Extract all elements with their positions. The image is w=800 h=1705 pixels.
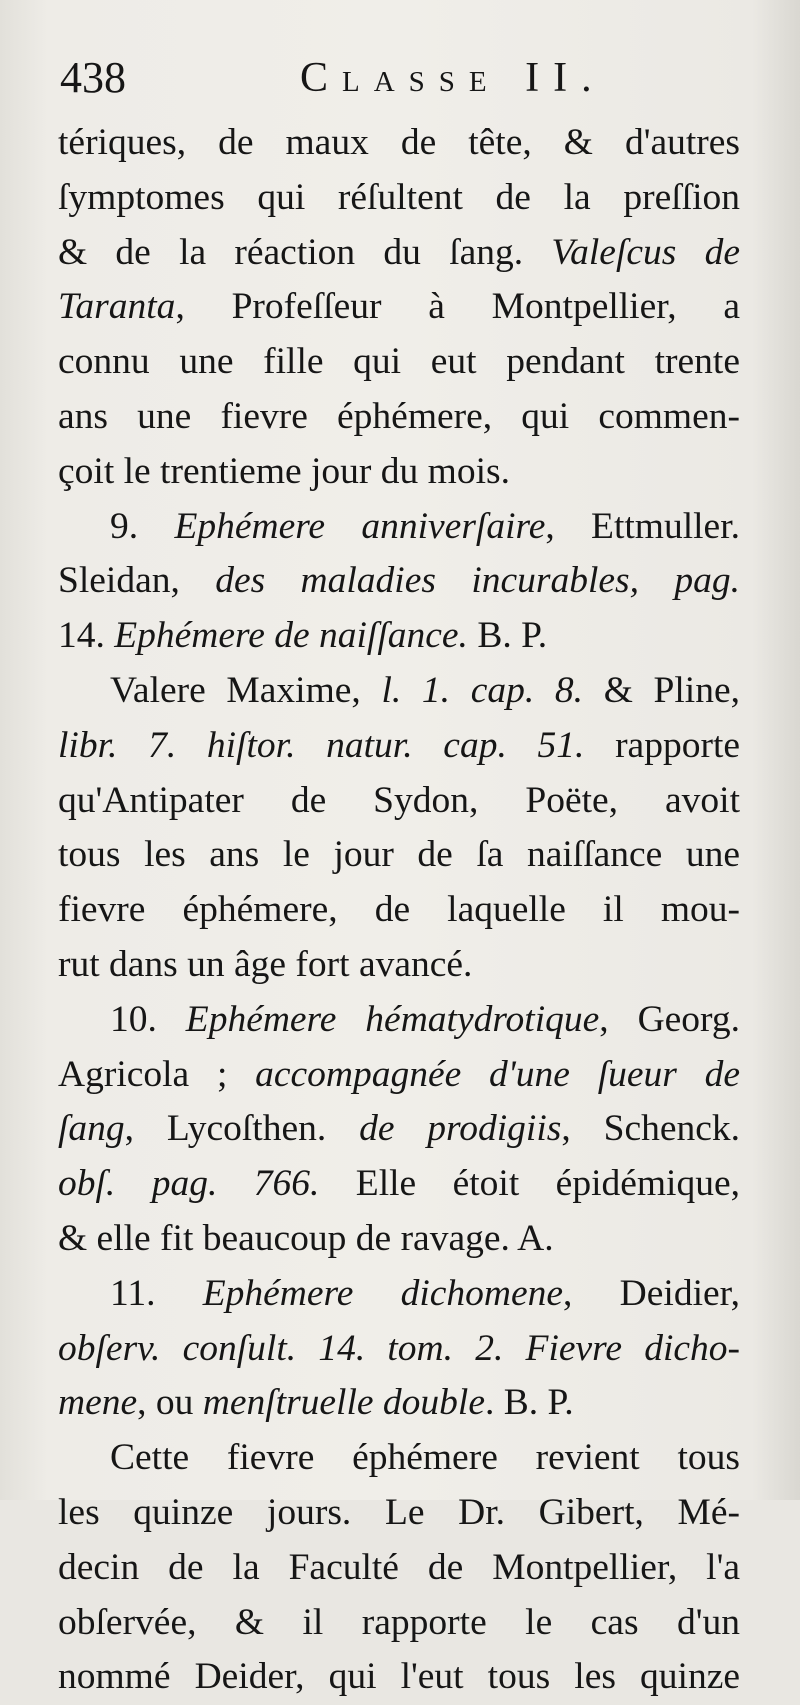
text-run: obſervée, & il rapporte le cas d'un — [58, 1601, 740, 1643]
text-run: ans une fievre éphémere, qui commen- — [58, 395, 740, 437]
text-run: , Schenck. — [561, 1108, 741, 1150]
text-run: & de la réaction du ſang. — [58, 231, 552, 273]
text-run: , Ettmuller. — [545, 505, 740, 547]
text-run: les quinze jours. Le Dr. Gibert, Mé- — [58, 1491, 740, 1533]
text-run: tériques, de maux de tête, & d'autres — [58, 122, 740, 163]
text-line — [58, 445, 740, 500]
text-run: B. P. — [467, 615, 548, 657]
italic-text: des maladies incurables, pag. — [215, 560, 740, 602]
text-run: 14. — [58, 615, 115, 657]
text-run: connu une fille qui eut pendant trente — [58, 341, 740, 383]
italic-text: mene — [58, 1382, 138, 1424]
text-run: , Georg. — [599, 998, 740, 1040]
body-text — [58, 116, 740, 1705]
text-line — [58, 500, 740, 555]
text-run: Valere Maxime, — [110, 669, 382, 711]
text-run: Sleidan, — [58, 560, 216, 602]
text-line — [58, 1267, 740, 1322]
italic-text: Ephémere hématydrotique — [185, 998, 600, 1040]
text-run: çoit le trentieme jour du mois. — [58, 450, 510, 492]
italic-text: Taranta — [58, 286, 176, 328]
text-run: . B. P. — [484, 1382, 574, 1424]
italic-text: Valeſcus de — [551, 231, 740, 273]
text-line — [58, 883, 740, 938]
text-run: tous les ans le jour de ſa naiſſance une — [58, 834, 740, 876]
italic-text: ſang — [58, 1108, 125, 1150]
italic-text: Ephémere de naiſſance. — [114, 615, 468, 657]
text-run: qu'Antipater de Sydon, Poëte, avoit — [58, 779, 740, 821]
text-line — [58, 719, 740, 774]
text-line — [58, 609, 740, 664]
text-run: rapporte — [584, 724, 741, 766]
text-run: , Lycoſthen. — [124, 1108, 360, 1150]
italic-text: Ephémere anniverſaire — [174, 505, 546, 547]
text-line — [58, 554, 740, 609]
text-run: fievre éphémere, de laquelle il mou- — [58, 889, 740, 931]
text-line — [58, 226, 740, 281]
text-line — [58, 171, 740, 226]
text-run: 9. — [110, 505, 175, 547]
text-line — [58, 664, 740, 719]
italic-text: libr. 7. hiſtor. natur. cap. 51. — [58, 724, 585, 766]
page-number: 438 — [60, 53, 126, 102]
text-run: , Profeſſeur à Montpellier, a — [175, 286, 740, 328]
text-line — [58, 993, 740, 1048]
text-run: ſymptomes qui réſultent de la preſſion — [58, 176, 740, 218]
italic-text: accompagnée d'une ſueur de — [255, 1053, 740, 1095]
italic-text: obſerv. conſult. 14. tom. 2. Fievre dicho- — [58, 1327, 740, 1369]
text-line — [58, 1322, 740, 1377]
text-line — [58, 1212, 740, 1267]
text-run: Agricola ; — [58, 1053, 256, 1095]
italic-text: l. 1. cap. 8. — [381, 669, 584, 711]
text-line — [58, 1048, 740, 1103]
text-run: & elle fit beaucoup de ravage. A. — [58, 1217, 554, 1259]
text-run: Elle étoit épidémique, — [319, 1163, 740, 1205]
text-line — [58, 774, 740, 829]
text-line — [58, 828, 740, 883]
text-run: rut dans un âge fort avancé. — [58, 943, 473, 985]
text-line — [58, 1431, 740, 1486]
text-line — [58, 1157, 740, 1212]
text-run: Cette fievre éphémere revient tous — [110, 1437, 740, 1479]
text-run: nommé Deider, qui l'eut tous les quinze — [58, 1656, 740, 1698]
text-run: 11. — [110, 1272, 203, 1314]
text-line — [58, 1102, 740, 1157]
running-title: Classe II. — [300, 55, 606, 101]
text-run: , ou — [137, 1382, 203, 1424]
text-line — [58, 1486, 740, 1541]
italic-text: menſtruelle double — [202, 1382, 485, 1424]
italic-text: Ephémere dichomene — [202, 1272, 564, 1314]
text-line — [58, 1541, 740, 1596]
text-run: , Deidier, — [563, 1272, 740, 1314]
italic-text: obſ. pag. 766. — [58, 1163, 320, 1205]
text-line — [58, 1596, 740, 1651]
text-line — [58, 280, 740, 335]
page-header — [60, 48, 740, 108]
text-line — [58, 1376, 740, 1431]
text-run: 10. — [110, 998, 186, 1040]
text-line — [58, 335, 740, 390]
text-run: decin de la Faculté de Montpellier, l'a — [58, 1546, 740, 1588]
text-line — [58, 938, 740, 993]
text-run: & Pline, — [583, 669, 740, 711]
text-line — [58, 116, 740, 171]
text-line — [58, 390, 740, 445]
text-line — [58, 1650, 740, 1705]
italic-text: de prodigiis — [359, 1108, 562, 1150]
